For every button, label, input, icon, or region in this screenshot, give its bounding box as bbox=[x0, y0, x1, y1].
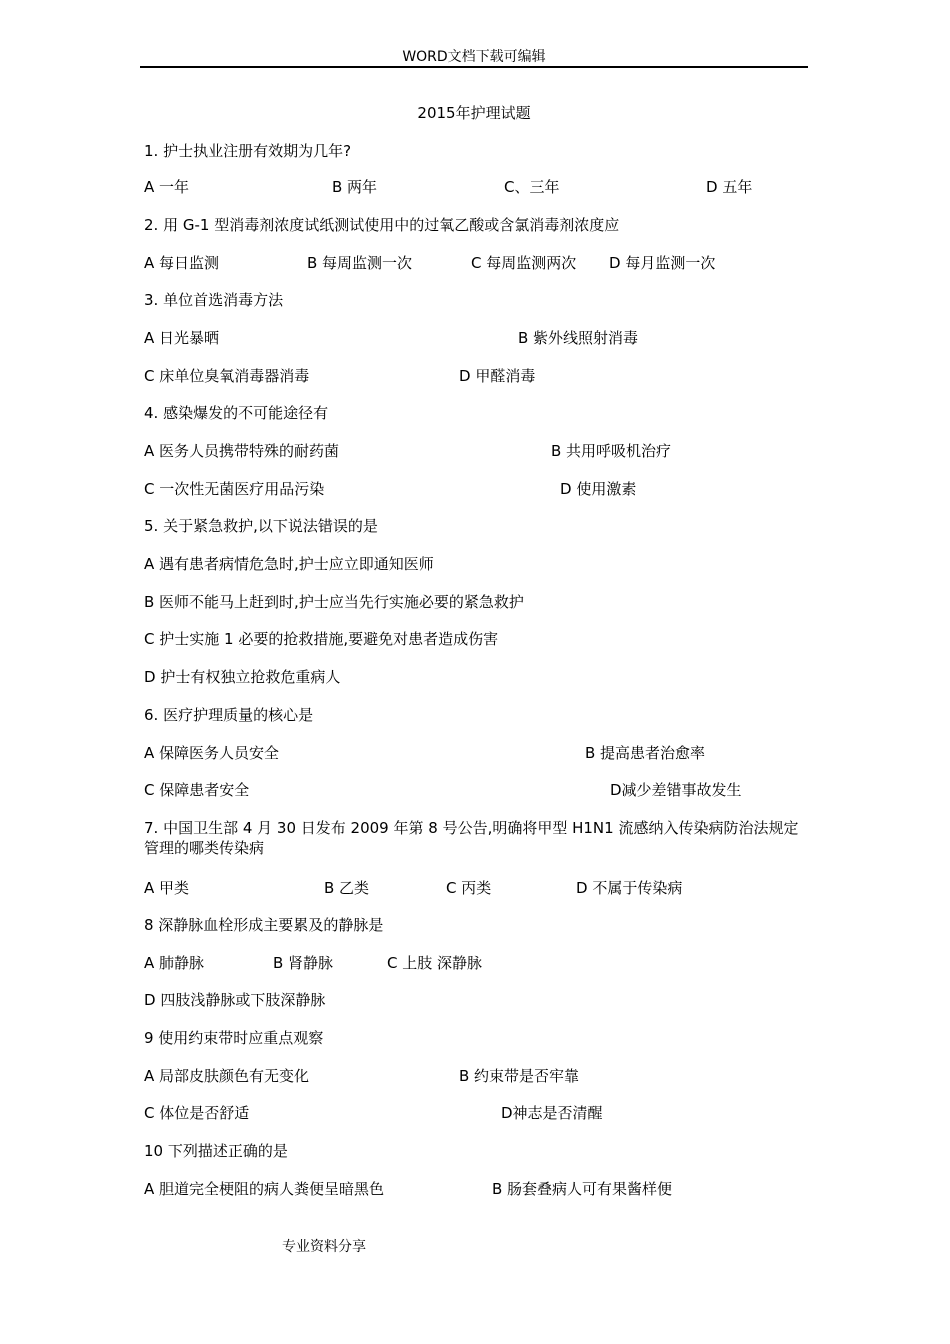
question-7: 7. 中国卫生部 4 月 30 日发布 2009 年第 8 号公告,明确将甲型 H1N1 流感纳入传染病防治法规定管理的哪类传染病 bbox=[144, 819, 799, 857]
q9-option-c: C 体位是否舒适 bbox=[144, 1104, 250, 1122]
q6-option-a: A 保障医务人员安全 bbox=[144, 744, 280, 762]
q4-option-b: B 共用呼吸机治疗 bbox=[551, 442, 672, 460]
q5-option-d: D 护士有权独立抢救危重病人 bbox=[144, 668, 341, 686]
question-6: 6. 医疗护理质量的核心是 bbox=[144, 706, 314, 724]
page-footer: 专业资料分享 bbox=[282, 1239, 366, 1255]
q7-option-b: B 乙类 bbox=[324, 879, 370, 897]
q4-option-c: C 一次性无菌医疗用品污染 bbox=[144, 480, 325, 498]
q1-option-a: A 一年 bbox=[144, 178, 190, 196]
q6-option-b: B 提高患者治愈率 bbox=[585, 744, 706, 762]
q3-option-d: D 甲醛消毒 bbox=[459, 367, 536, 385]
page-header: WORD文档下载可编辑 bbox=[402, 49, 546, 65]
q6-option-c: C 保障患者安全 bbox=[144, 781, 250, 799]
q7-option-c: C 丙类 bbox=[446, 879, 492, 897]
question-2: 2. 用 G-1 型消毒剂浓度试纸测试使用中的过氧乙酸或含氯消毒剂浓度应 bbox=[144, 216, 620, 234]
question-1: 1. 护士执业注册有效期为几年? bbox=[144, 142, 352, 160]
q8-option-c: C 上肢 深静脉 bbox=[387, 954, 483, 972]
question-10: 10 下列描述正确的是 bbox=[144, 1142, 288, 1160]
q5-option-c: C 护士实施 1 必要的抢救措施,要避免对患者造成伤害 bbox=[144, 630, 499, 648]
q9-option-a: A 局部皮肤颜色有无变化 bbox=[144, 1067, 310, 1085]
q5-option-b: B 医师不能马上赶到时,护士应当先行实施必要的紧急救护 bbox=[144, 593, 524, 611]
q1-option-b: B 两年 bbox=[332, 178, 378, 196]
q9-option-d: D神志是否清醒 bbox=[501, 1104, 603, 1122]
q8-option-d: D 四肢浅静脉或下肢深静脉 bbox=[144, 991, 326, 1009]
q9-option-b: B 约束带是否牢靠 bbox=[459, 1067, 580, 1085]
q2-option-c: C 每周监测两次 bbox=[471, 254, 577, 272]
question-5: 5. 关于紧急救护,以下说法错误的是 bbox=[144, 517, 378, 535]
q10-option-b: B 肠套叠病人可有果酱样便 bbox=[492, 1180, 673, 1198]
document-title: 2015年护理试题 bbox=[417, 104, 531, 122]
q8-option-b: B 肾静脉 bbox=[273, 954, 334, 972]
question-9: 9 使用约束带时应重点观察 bbox=[144, 1029, 324, 1047]
q1-option-d: D 五年 bbox=[706, 178, 753, 196]
q3-option-a: A 日光暴晒 bbox=[144, 329, 220, 347]
q5-option-a: A 遇有患者病情危急时,护士应立即通知医师 bbox=[144, 555, 434, 573]
q4-option-d: D 使用激素 bbox=[560, 480, 637, 498]
q7-option-d: D 不属于传染病 bbox=[576, 879, 683, 897]
q3-option-b: B 紫外线照射消毒 bbox=[518, 329, 639, 347]
header-divider bbox=[140, 66, 808, 68]
q4-option-a: A 医务人员携带特殊的耐药菌 bbox=[144, 442, 340, 460]
q6-option-d: D减少差错事故发生 bbox=[610, 781, 742, 799]
q8-option-a: A 肺静脉 bbox=[144, 954, 205, 972]
q10-option-a: A 胆道完全梗阻的病人粪便呈暗黑色 bbox=[144, 1180, 385, 1198]
q2-option-d: D 每月监测一次 bbox=[609, 254, 716, 272]
q3-option-c: C 床单位臭氧消毒器消毒 bbox=[144, 367, 310, 385]
q7-option-a: A 甲类 bbox=[144, 879, 190, 897]
q2-option-b: B 每周监测一次 bbox=[307, 254, 413, 272]
q2-option-a: A 每日监测 bbox=[144, 254, 220, 272]
q1-option-c: C、三年 bbox=[504, 178, 560, 196]
question-4: 4. 感染爆发的不可能途径有 bbox=[144, 404, 329, 422]
question-3: 3. 单位首选消毒方法 bbox=[144, 291, 284, 309]
question-8: 8 深静脉血栓形成主要累及的静脉是 bbox=[144, 916, 384, 934]
